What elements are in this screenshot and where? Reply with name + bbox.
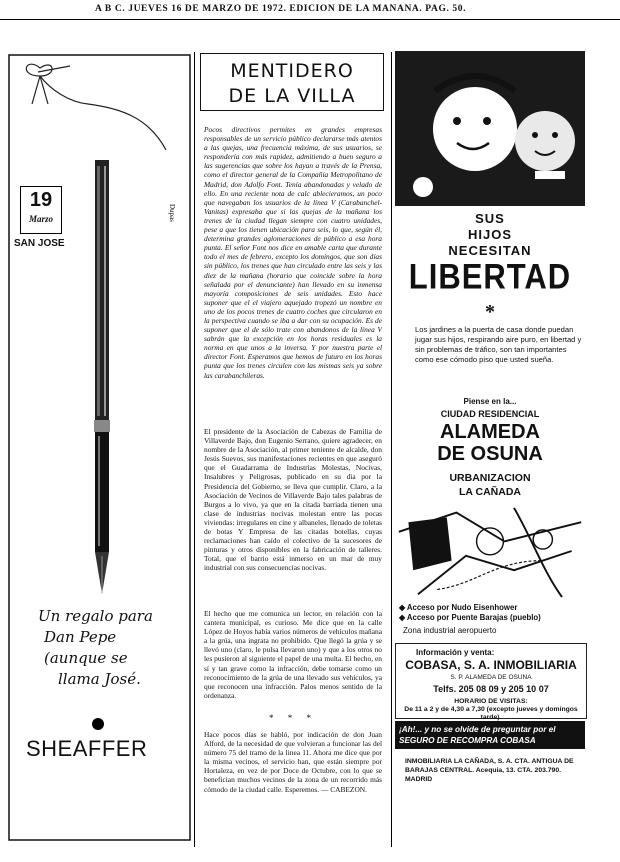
calendar-page [20,186,62,234]
company-name: COBASA, S. A. INMOBILIARIA [405,658,577,672]
hours-title: HORARIO DE VISITAS: [454,698,528,705]
hours-text: De 11 a 2 y de 4,30 a 7,30 (excepto jueves y domingos tarde). [404,706,578,721]
column-title-line1: MENTIDERO [230,60,354,82]
urban-line: URBANIZACION [449,472,531,484]
access-line: ◆ Acceso por Nudo Eisenhower [399,603,518,612]
alameda-line: ALAMEDA [440,421,540,443]
article-paragraph: Hace pocos días se habló, por indicación de don Juan Alford, de la necesidad de que volvieran a funcionar las del número 75 del tramo de la linea 11. Ahora me dice que por la misma vecinos, el servicio han, que están siempre por Hortaleza, en vez de por Doce de Octubre, con lo que se benefician muchos vecinos de la zona de un recorrido más cómodo de la ciudad calle. Esperemos. — CABEZON. [204,730,382,794]
ad-urbanizacion [395,471,585,499]
gift-line: Un regalo para [38,607,153,625]
intro-line: HIJOS [467,227,512,242]
column-title-box [200,53,384,111]
calendar-day: 19 [29,189,53,211]
mentidero-column [198,49,388,849]
saint-name: SAN JOSE [14,238,65,249]
column-title-line2: DE LA VILLA [228,85,356,107]
urban-line: LA CAÑADA [458,486,522,498]
article-paragraph: El presidente de la Asociación de Cabezas de Familia de Villaverde Bajo, don Eugenio Serrano, quiere agradecer, en nombre de la Asociación, al primer teniente de alcalde, don Jesús Suevos, sus manifestaciones recientes en que aseguró que el Guadarrama de Industrias Molestas, Nocivas, Insalubres y Peligrosas, publicado en su día por la Presidencia del Gobierno, se lleva que cumplir. Claro, a la Asociación de Vecinos de Villaverde Bajo tales palabras de Burgos a lo vivo, ya que en la citada barriada tienen una clase de industrias nocivas molestan entre las pocas viviendas: irregulares en cine y albaneles, llenado de toletas de botas Y Empresa de las citadas botellas, cuyas reclamaciones han caído el colectivo de la sucesores de pinturas y otros disponibles en la fabricación de talleres. Total, que el barrio está inmerso en un mar de muy industrial con sus consecuencias nocivas. [204,427,382,573]
vertical-brand: Dupas [168,204,176,222]
sheaffer-ad [8,54,191,844]
gift-line: llama José. [58,670,141,688]
ad-piense: Piense en la... [463,397,517,406]
location-map-icon [395,503,585,599]
sheaffer-dot-icon [92,718,104,730]
phone-numbers: Telfs. 205 08 09 y 205 10 07 [433,684,549,694]
company-address: S. P. ALAMEDA DE OSUNA [450,674,532,681]
section-separator: * * * [269,713,317,723]
insurance-banner [395,721,585,749]
ad-alameda [395,421,585,465]
children-playing-illustration-icon [395,51,585,211]
insurance-text: ¡Ah!... y no se olvide de preguntar por el SEGURO DE RECOMPRA COBASA [399,725,556,745]
article-paragraph: El hecho que me comunica un lector, en relación con la cantera municipal, es curioso. Me dice que en la calle López de Hoyos había varios números de vehículos mañana a la grúa, una ingrata no prohibido. Que llegó la grúa y se llevó uno (claro, le pulsa llevaron uno) y que a los otros no les pusieron al siguiente el papel de una multa. El hecho, en sí y tan grave como la infracción, debe tomarse como un reconocimiento de la grúa de una llevado sus vehículos, ya que reconocen una infracción. Palos menos sentido de la ordenanza. [204,609,382,700]
column-divider [194,52,195,847]
intro-line: NECESITAN [448,243,532,258]
access-line: ◆ Acceso por Puente Barajas (pueblo) [399,613,541,622]
ad-ciudad: CIUDAD RESIDENCIAL [440,409,540,419]
real-estate-footer: INMOBILIARIA LA CAÑADA, S. A. CTA. ANTIGUA DE BARAJAS CENTRAL. Acequia, 13. CTA. 203.790. MADRID [405,758,574,783]
page-header: A B C. JUEVES 16 DE MARZO DE 1972. EDICION DE LA MAÑANA. PAG. 50. [95,4,467,14]
calendar-month: Marzo [28,214,53,224]
industrial-zone: Zona industrial aeropuerto [403,626,497,635]
gift-line: (aunque se [44,649,128,667]
alameda-line: DE OSUNA [437,443,543,465]
ad-headline: LIBERTAD [408,256,572,297]
gift-message [38,606,188,690]
info-heading: Información y venta: [416,648,495,657]
gift-line: Dan Pepe [44,628,117,646]
ad-intro [395,211,585,259]
intro-line: SUS [475,211,505,226]
header-rule [0,19,620,20]
sheaffer-logo: SHEAFFER [26,736,148,761]
column-divider [391,52,392,847]
ad-body-text: Los jardines a la puerta de casa donde puedan jugar sus hijos, respirando aire puro, en libertad y sin problemas de tráfico, son tan importantes como ese cómodo piso que usted sueña. [415,325,582,364]
info-box [395,643,587,719]
visiting-hours [396,698,586,722]
asterisk-ornament: * [485,301,495,323]
alameda-ad [395,51,585,846]
article-paragraph: Pocos directivos permites en grandes empresas responsables de un servicio público declararse más atentos a las quejas, una frecuencia máxima, de sus usuarios, se respondería con más rapidez, admitiendo a buen seguro a las sugerencias que sobre los hayan a través de la Prensa, como el director general de la Compañía Metropolitano de Madrid, don Adolfo Font. Tenía abandonadas y velado de ello. En una reciente nota de calc ablecieramos, un poco que navegaban los usuarios de la línea V (Carabanchel-Vanitas) expresaba que si las quejas de la mañana los trenes de la ciudad llegan siempre con cuatro unidades, pese a que los tienen ubicación para seis, lo que, según él, determina grandes aglomeraciones de público a esa hora punta. El señor Font nos dice en amable carta que durante todo el mes de febrero, excepto los domingos, que son días sin público, los trenes que han circulado entre las seis y las diez de la mañana (horario que coincide sobre la hora señalada por el denunciante) han llevado en su inmensa mayoría composiciones de seis unidades. Esto hace suponer que el el viajero aquejado tropezó un nombre en uno de los pocos trenes de cuatro coches que circularon en la perspectiva cuando se iba a dar con su ocupación. Es de suponer que el de sólo trate con abandonos de la línea V sabrán que la excepción en los horas residuales es la norma en que unos a la inversa. Y por nuestra parte el director Font. Esperamos que hemos de futuro en los horas punta que los trenes circulen con las mismas seis ya sobre las carabanchileras. [204,125,382,380]
